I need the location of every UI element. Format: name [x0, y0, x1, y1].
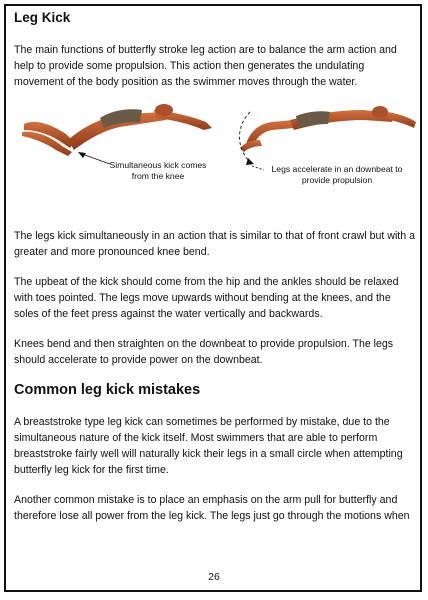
swimmer-right — [240, 106, 416, 152]
caption-left — [98, 160, 218, 182]
section-heading: Leg Kick — [14, 10, 71, 25]
body-paragraph: The legs kick simultaneously in an action that is similar to that of front crawl but with a greater and more pronounced knee bend. — [14, 230, 415, 258]
caption-right-line-2: provide propulsion — [301, 175, 373, 185]
caption-right — [260, 164, 414, 186]
mistakes-heading: Common leg kick mistakes — [14, 382, 201, 398]
page-number: 26 — [208, 571, 220, 583]
body-paragraph: Knees bend and then straighten on the downbeat to provide propulsion. The legs should accelerate to provide power on the downbeat. — [14, 338, 394, 366]
caption-left-line-2: from the knee — [131, 171, 185, 181]
mistake-paragraph: Another common mistake is to place an emphasis on the arm pull for butterfly and therefore lose all power from the leg kick. The legs just go through the motions when — [14, 494, 410, 522]
leg-kick-figure — [14, 104, 416, 204]
page-content — [14, 10, 416, 538]
intro-paragraph: The main functions of butterfly stroke leg action are to balance the arm action and help to provide some propulsion. This action then generates the undulating movement of the body position as the swimmer moves through the water. — [14, 44, 397, 88]
caption-left-line-1: Simultaneous kick comes — [109, 160, 207, 170]
mistake-paragraph: A breaststroke type leg kick can sometimes be performed by mistake, due to the simultaneous nature of the kick itself. Most swimmers that are able to perform breaststroke fairly well will naturally kick their legs in a small circle when attempting butterfly leg kick for the first time. — [14, 416, 403, 476]
body-paragraph: The upbeat of the kick should come from the hip and the ankles should be relaxed with toes pointed. The legs move upwards without bending at the knees, and the soles of the feet press against the water vertically and backwards. — [14, 276, 399, 320]
caption-right-line-1: Legs accelerate in an downbeat to — [271, 164, 403, 174]
swimmer-left — [22, 104, 212, 156]
swimmer-illustration — [14, 104, 416, 204]
